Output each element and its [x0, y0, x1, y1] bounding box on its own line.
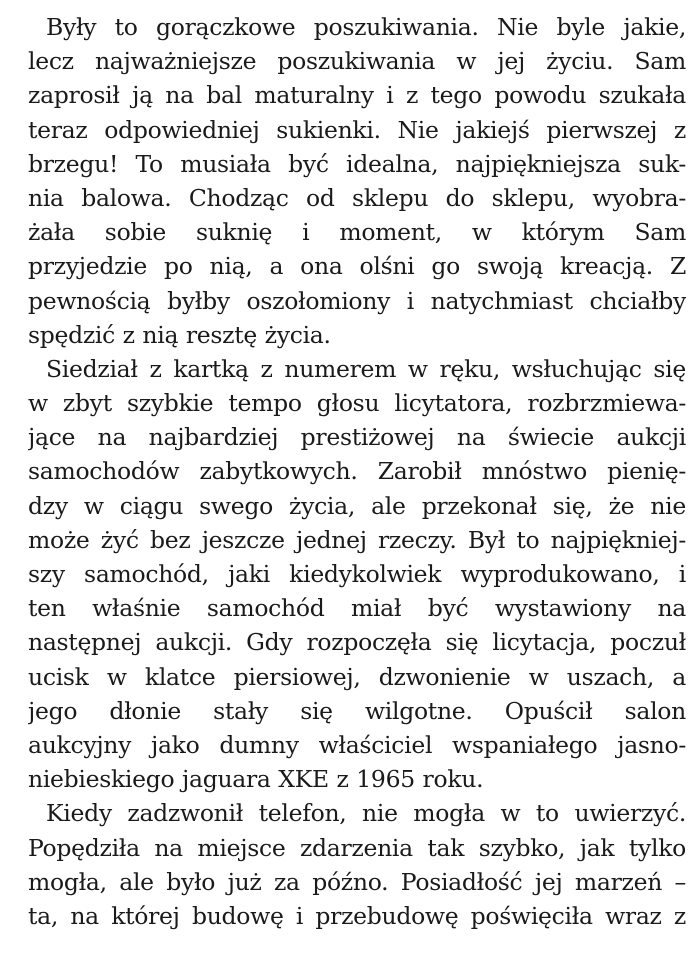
paragraph-2 — [28, 352, 686, 796]
text-line: aukcyjny jako dumny właściciel wspaniałego jasno- — [28, 730, 686, 759]
text-line: przyjedzie po nią, a ona olśni go swoją kreacją. Z — [28, 252, 686, 281]
text-line: mogła, ale było już za późno. Posiadłość jej marzeń – — [28, 867, 686, 896]
text-line: może żyć bez jeszcze jednej rzeczy. Był to najpiękniej- — [28, 525, 686, 554]
text-line: dzy w ciągu swego życia, ale przekonał się, że nie — [28, 491, 686, 520]
text-line: Były to gorączkowe poszukiwania. Nie byle jakie, — [46, 13, 686, 41]
text-line: żała sobie suknię i moment, w którym Sam — [28, 218, 686, 247]
text-line: zaprosił ją na bal maturalny i z tego powodu szukała — [28, 81, 686, 110]
text-line: ucisk w klatce piersiowej, dzwonienie w uszach, a — [28, 662, 686, 691]
text-line: nia balowa. Chodząc od sklepu do sklepu, wyobra- — [28, 183, 686, 212]
text-line: ta, na której budowę i przebudowę poświęciła wraz z — [28, 901, 686, 930]
text-line: teraz odpowiedniej sukienki. Nie jakiejś pierwszej z — [28, 115, 686, 144]
paragraph-3 — [28, 796, 686, 933]
text-line: brzegu! To musiała być idealna, najpiękniejsza suk- — [28, 149, 686, 178]
text-line: w zbyt szybkie tempo głosu licytatora, rozbrzmiewa- — [28, 389, 686, 418]
text-line: szy samochód, jaki kiedykolwiek wyprodukowano, i — [28, 560, 686, 588]
paragraph-1 — [28, 10, 686, 352]
text-line: jące na najbardziej prestiżowej na świecie aukcji — [28, 423, 686, 452]
text-line: samochodów zabytkowych. Zarobił mnóstwo pienię- — [28, 457, 686, 486]
text-line: jego dłonie stały się wilgotne. Opuścił salon — [28, 696, 686, 725]
text-line: niebieskiego jaguara XKE z 1965 roku. — [28, 765, 484, 794]
text-line: następnej aukcji. Gdy rozpoczęła się licytacja, poczuł — [28, 628, 686, 657]
text-line: lecz najważniejsze poszukiwania w jej życiu. Sam — [28, 47, 686, 76]
text-line: Siedział z kartką z numerem w ręku, wsłuchując się — [46, 354, 686, 383]
text-line: Popędziła na miejsce zdarzenia tak szybko, jak tylko — [28, 833, 686, 862]
text-line: ten właśnie samochód miał być wystawiony na — [28, 594, 686, 623]
text-line: Kiedy zadzwonił telefon, nie mogła w to uwierzyć. — [46, 799, 686, 828]
text-line: spędzić z nią resztę życia. — [28, 320, 331, 349]
text-line: pewnością byłby oszołomiony i natychmiast chciałby — [28, 286, 686, 315]
